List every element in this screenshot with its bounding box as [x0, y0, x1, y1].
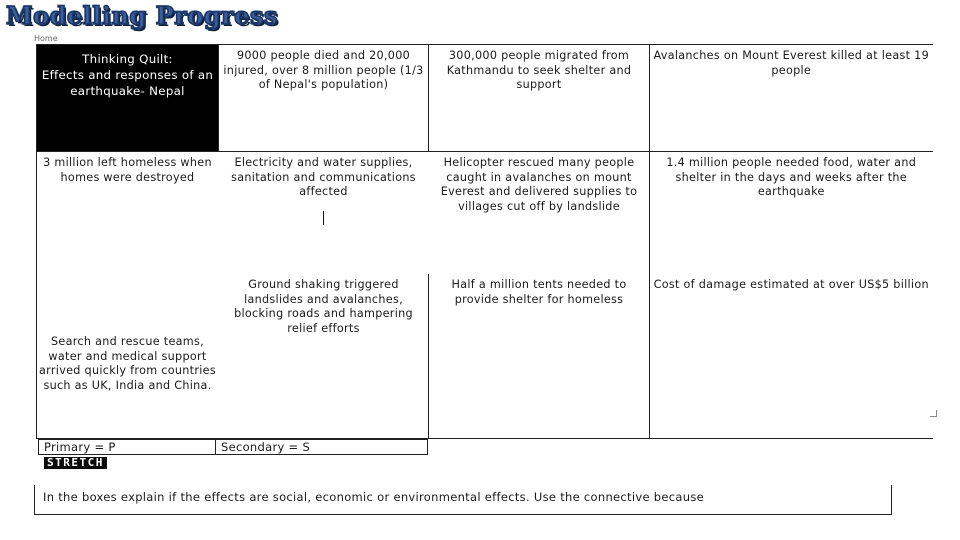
- page-title: Modelling Progress: [6, 1, 278, 30]
- quilt-row: [37, 152, 933, 275]
- quilt-title-line2: Effects and responses of an earthquake- Nepal: [41, 68, 214, 98]
- text-cursor: [323, 211, 324, 225]
- quilt-cell[interactable]: Search and rescue teams, water and medical support arrived quickly from countries such as UK, India and China.: [37, 274, 219, 439]
- key-table: [38, 439, 428, 455]
- stretch-instruction: In the boxes explain if the effects are social, economic or environmental effects. Use the connective because: [34, 485, 892, 515]
- quilt-row: [37, 45, 933, 152]
- key-primary: Primary = P: [39, 440, 216, 455]
- quilt-cell[interactable]: Ground shaking triggered landslides and avalanches, blocking roads and hampering relief efforts: [219, 274, 429, 439]
- quilt-cell[interactable]: 3 million left homeless when homes were destroyed: [37, 152, 219, 275]
- stretch-label: STRETCH: [44, 457, 107, 469]
- quilt-cell[interactable]: Cost of damage estimated at over US$5 billion: [650, 274, 933, 439]
- key-secondary: Secondary = S: [216, 440, 428, 455]
- table-resize-handle[interactable]: [930, 410, 937, 417]
- thinking-quilt-table: [36, 44, 933, 439]
- quilt-row: [37, 274, 933, 439]
- quilt-cell[interactable]: 1.4 million people needed food, water and shelter in the days and weeks after the earthquake: [650, 152, 933, 275]
- quilt-cell[interactable]: 9000 people died and 20,000 injured, over 8 million people (1/3 of Nepal's population): [219, 45, 429, 152]
- header-fragment: Home: [34, 34, 58, 43]
- quilt-title-cell: [37, 45, 219, 152]
- quilt-cell[interactable]: 300,000 people migrated from Kathmandu to seek shelter and support: [429, 45, 650, 152]
- quilt-title-line1: Thinking Quilt:: [82, 52, 173, 66]
- quilt-cell[interactable]: Avalanches on Mount Everest killed at least 19 people: [650, 45, 933, 152]
- quilt-cell[interactable]: Half a million tents needed to provide shelter for homeless: [429, 274, 650, 439]
- quilt-cell[interactable]: Helicopter rescued many people caught in avalanches on mount Everest and delivered supplies to villages cut off by landslide: [429, 152, 650, 275]
- quilt-cell[interactable]: Electricity and water supplies, sanitation and communications affected: [219, 152, 429, 275]
